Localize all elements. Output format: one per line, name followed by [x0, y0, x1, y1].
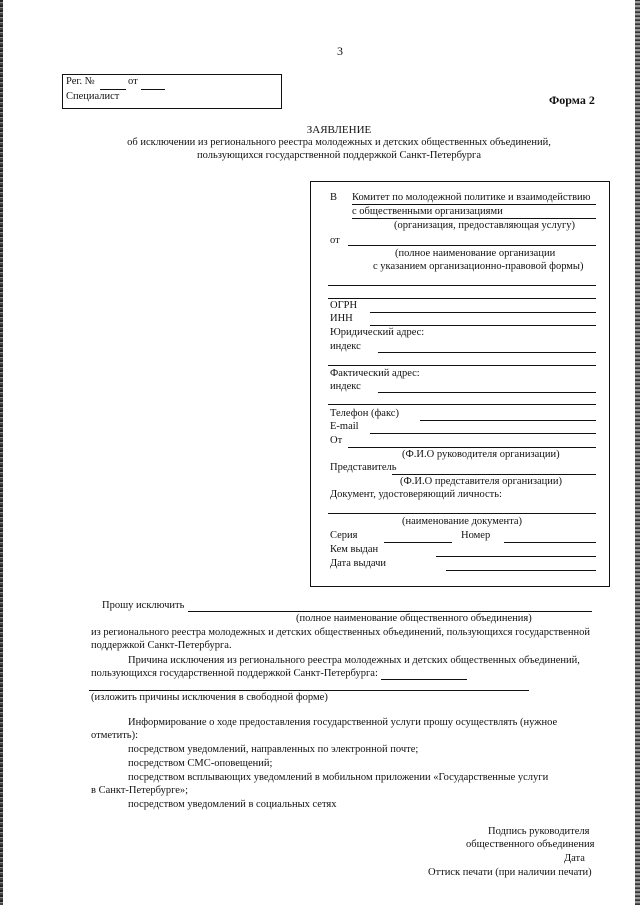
committee-line1: Комитет по молодежной политике и взаимодействию — [352, 192, 591, 203]
phone-label: Телефон (факс) — [330, 408, 399, 419]
exclude-caption: (полное наименование общественного объединения) — [296, 613, 532, 624]
legal-index-label: индекс — [330, 341, 361, 352]
org-caption: (организация, предоставляющая услугу) — [394, 220, 575, 231]
reason-line1: Причина исключения из регионального реестра молодежных и детских общественных объединений, — [128, 655, 580, 666]
ogrn-label: ОГРН — [330, 300, 358, 311]
page-number: 3 — [337, 44, 343, 58]
series-label: Серия — [330, 530, 358, 541]
reg-date-blank[interactable] — [141, 89, 165, 90]
notify-option-app-cont: в Санкт-Петербурге»; — [91, 785, 189, 796]
legal-index-field[interactable] — [378, 352, 596, 353]
reason-caption: (изложить причины исключения в свободной форме) — [91, 692, 328, 703]
issued-by-label: Кем выдан — [330, 544, 379, 555]
issued-by-field[interactable] — [436, 556, 596, 557]
reason-field[interactable] — [89, 690, 529, 691]
series-field[interactable] — [384, 542, 452, 543]
head-name-field[interactable] — [348, 447, 596, 448]
notify-option-sms[interactable]: посредством СМС-оповещений; — [128, 758, 273, 769]
from-registry-line2: поддержкой Санкт-Петербурга. — [91, 640, 232, 651]
exclude-org-field[interactable] — [188, 611, 592, 612]
exclude-label: Прошу исключить — [102, 600, 185, 611]
inn-field[interactable] — [370, 325, 596, 326]
signature-line1: Подпись руководителя — [488, 826, 590, 837]
legal-address-field[interactable] — [328, 365, 596, 366]
title-line1: об исключении из регионального реестра молодежных и детских общественных объединений, — [127, 137, 551, 148]
actual-address-label: Фактический адрес: — [330, 368, 420, 379]
blank-line-2[interactable] — [328, 298, 596, 299]
to-prefix: В — [330, 192, 338, 203]
number-field[interactable] — [504, 542, 596, 543]
fullname-caption-1: (полное наименование организации — [395, 248, 556, 259]
reason-line2: пользующихся государственной поддержкой Санкт-Петербурга: — [91, 668, 378, 679]
doc-caption: (наименование документа) — [402, 516, 523, 527]
actual-index-label: индекс — [330, 381, 361, 392]
reg-date-label: от — [128, 76, 138, 87]
legal-address-label: Юридический адрес: — [330, 327, 425, 338]
representative-field[interactable] — [392, 474, 596, 475]
from-person-label: От — [330, 435, 343, 446]
notify-option-email[interactable]: посредством уведомлений, направленных по электронной почте; — [128, 744, 419, 755]
title-line2: пользующихся государственной поддержкой Санкт-Петербурга — [197, 150, 481, 161]
reg-number-blank[interactable] — [100, 89, 126, 90]
committee-line2: с общественными организациями — [352, 206, 503, 217]
title-heading: ЗАЯВЛЕНИЕ — [306, 124, 372, 136]
fullname-caption-2: с указанием организационно-правовой формы) — [373, 261, 584, 272]
rep-caption: (Ф.И.О представителя организации) — [400, 476, 562, 487]
head-caption: (Ф.И.О руководителя организации) — [402, 449, 560, 460]
notify-option-app[interactable]: посредством всплывающих уведомлений в мобильном приложении «Государственные услуги — [128, 772, 549, 783]
issue-date-label: Дата выдачи — [330, 558, 387, 569]
email-field[interactable] — [370, 433, 596, 434]
notify-option-social[interactable]: посредством уведомлений в социальных сетях — [128, 799, 337, 810]
number-label: Номер — [461, 530, 491, 541]
specialist-label: Специалист — [66, 91, 120, 102]
ogrn-field[interactable] — [370, 312, 596, 313]
signature-line2: общественного объединения — [466, 839, 595, 850]
notify-intro-line1: Информирование о ходе предоставления государственной услуги прошу осуществлять (нужное — [128, 717, 558, 728]
representative-label: Представитель — [330, 462, 397, 473]
committee-underline2 — [352, 218, 596, 219]
reason-inline-field[interactable] — [381, 679, 467, 680]
notify-intro-line2: отметить): — [91, 730, 139, 741]
from-registry-line1: из регионального реестра молодежных и детских общественных объединений, пользующихся государственной — [91, 627, 590, 638]
from-label: от — [330, 235, 340, 246]
issue-date-field[interactable] — [446, 570, 596, 571]
email-label: E-mail — [330, 421, 359, 432]
identity-doc-label: Документ, удостоверяющий личность: — [330, 489, 502, 500]
form-label: Форма 2 — [549, 93, 595, 107]
signature-stamp: Оттиск печати (при наличии печати) — [428, 867, 592, 878]
committee-underline1 — [352, 204, 596, 205]
org-name-field[interactable] — [348, 245, 596, 246]
identity-doc-field[interactable] — [328, 513, 596, 514]
inn-label: ИНН — [330, 313, 353, 324]
actual-index-field[interactable] — [378, 392, 596, 393]
blank-line-1[interactable] — [328, 285, 596, 286]
signature-date: Дата — [564, 853, 585, 864]
phone-field[interactable] — [420, 420, 596, 421]
reg-number-label: Рег. № — [66, 76, 95, 87]
actual-address-field[interactable] — [328, 404, 596, 405]
